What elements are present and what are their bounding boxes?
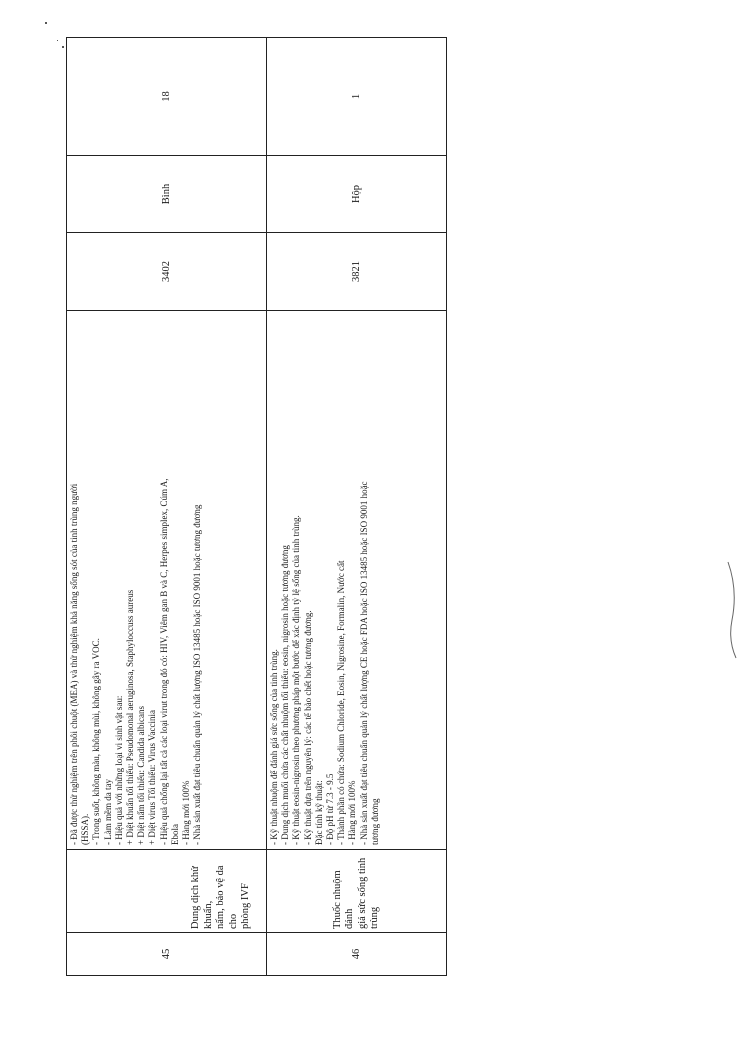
spec-line: - Kỹ thuật nhuộm để đánh giá sức sống của tinh trùng.	[269, 649, 279, 845]
spec-line: - Thành phần có chứa: Sodium Chloride, Eosin, Nigrosine, Formalin, Nước cất	[336, 560, 347, 845]
scan-speck	[57, 40, 58, 41]
product-name-cell	[67, 850, 267, 933]
spec-line: - Hàng mới 100%	[181, 780, 192, 845]
row-number: 45	[67, 933, 267, 976]
scan-speck	[62, 46, 64, 48]
product-name-line: Dung dịch khử khuẩn,	[190, 866, 214, 929]
spec-line: + Diệt virus Tối thiểu: Virus Vaccinia	[147, 709, 158, 845]
page-edge-curve	[726, 560, 744, 660]
spec-line: - Dung dịch muối chứa các chất nhuộm tối thiểu: eosin, nigrosin hoặc tương đương	[280, 545, 291, 845]
spec-line: - Hiệu quả với những loại vi sinh vật sau:	[113, 695, 124, 845]
quantity-cell: 18	[67, 38, 267, 156]
spec-line: Ebola	[169, 824, 180, 845]
spec-line: + Diệt khuẩn tối thiểu: Pseudomonal aeruginosa, Staphyloccuss aureus	[125, 589, 136, 845]
spec-line: - Nhà sản xuất đạt tiêu chuẩn quản lý chất lượng CE hoặc FDA hoặc ISO 13485 hoặc ISO 9001 hoặc	[358, 481, 369, 845]
spec-line: (HSSA).	[80, 813, 91, 845]
spec-line: + Diệt nấm tối thiểu: Candida albicans	[136, 705, 147, 845]
table-row	[67, 38, 267, 976]
product-name-cell	[267, 850, 447, 933]
product-table	[66, 37, 447, 976]
row-number: 46	[267, 933, 447, 976]
spec-line: tương đương	[369, 798, 380, 845]
product-name-line: giá sức sống tinh trùng	[356, 857, 380, 929]
spec-line: - Làm mềm da tay	[102, 779, 113, 845]
spec-line: - Kỹ thuật eosin-nigrosin theo phương pháp một bước để xác định tỷ lệ sống của tinh trùng.	[291, 515, 302, 845]
scan-speck	[45, 22, 47, 24]
specification-cell	[67, 311, 267, 850]
spec-line: - Hàng mới 100%	[347, 780, 358, 845]
spec-line: - Trong suốt, không màu, không mùi, không gây ra VOC.	[91, 638, 102, 845]
spec-line: - Kỹ thuật dựa trên nguyên lý: các tế bào chết hoặc tương đương.	[302, 610, 313, 845]
rotated-page-content	[66, 66, 446, 976]
unit-cell: Hộp	[267, 156, 447, 233]
product-name-line: phòng IVF	[240, 883, 252, 929]
spec-line: - Đã được thử nghiệm trên phôi chuột (MEA) và thử nghiệm khả năng sống sót của tinh trùng người	[69, 483, 79, 845]
spec-line: Đặc tính kỹ thuật:	[313, 780, 324, 845]
spec-line: - Hiệu quả chống lại tất cả các loại virut trong đó có: HIV, Viêm gan B và C, Herpes simplex, Cúm A,	[158, 478, 169, 845]
specification-cell	[267, 311, 447, 850]
code-cell: 3402	[67, 233, 267, 311]
table-row	[267, 38, 447, 976]
unit-cell: Bình	[67, 156, 267, 233]
quantity-cell: 1	[267, 38, 447, 156]
spec-line: - Độ pH từ 7.3 - 9.5	[325, 773, 336, 845]
product-name-line: nấm, bảo vệ da cho	[215, 865, 239, 929]
code-cell: 3821	[267, 233, 447, 311]
product-name-line: Thuốc nhuộm đánh	[331, 870, 355, 929]
spec-line: - Nhà sản xuất đạt tiêu chuẩn quản lý chất lượng ISO 13485 hoặc ISO 9001 hoặc tương đương	[192, 504, 203, 845]
